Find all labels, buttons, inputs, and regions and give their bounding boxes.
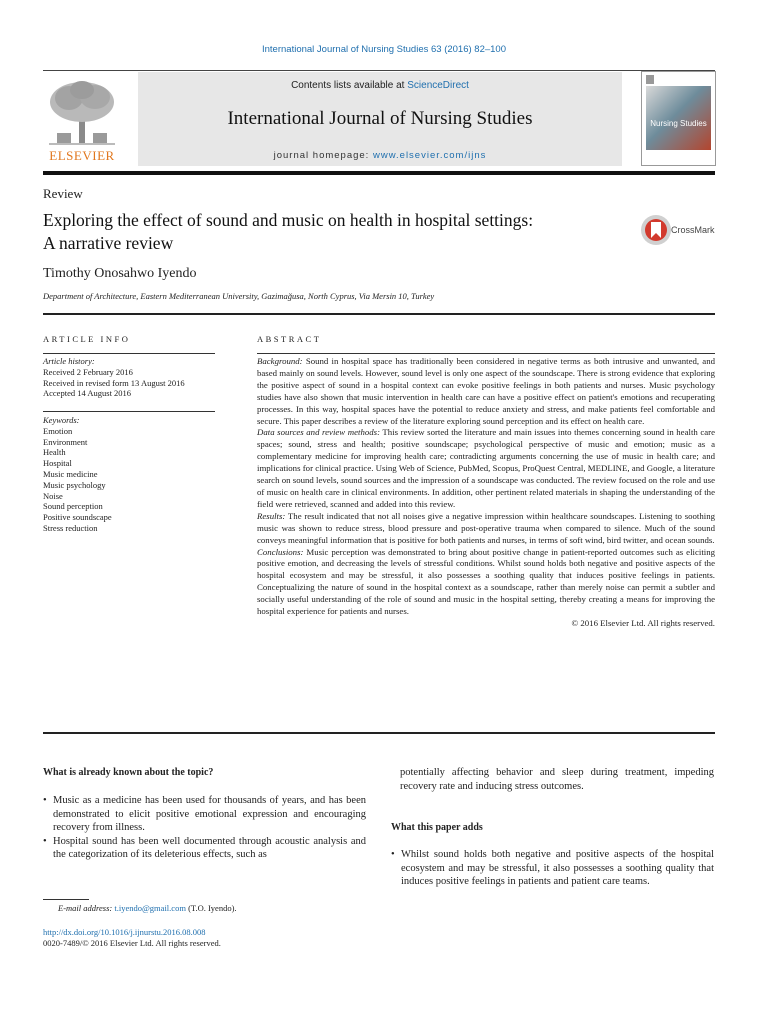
issn-copyright: 0020-7489/© 2016 Elsevier Ltd. All rights reserved. xyxy=(43,938,221,948)
elsevier-tree-icon xyxy=(43,78,121,148)
article-info-heading: ARTICLE INFO xyxy=(43,334,131,344)
abstract-copyright: © 2016 Elsevier Ltd. All rights reserved. xyxy=(571,617,715,628)
crossmark-label: CrossMark xyxy=(671,225,715,235)
keywords-rule xyxy=(43,411,215,412)
paper-adds-heading: What this paper adds xyxy=(391,822,483,833)
article-title: Exploring the effect of sound and music on health in hospital settings: A narrative review xyxy=(43,210,534,253)
journal-citation[interactable]: International Journal of Nursing Studies 63 (2016) 82–100 xyxy=(262,44,506,55)
keyword: Music medicine xyxy=(43,468,98,479)
abstract-rule xyxy=(257,353,715,354)
abstract-methods: Data sources and review methods: This review sorted the literature and main issues into themes concerning sound in health care spaces; sound, stress and health; positive soundscape; psychological perspective of music and emotion; music as a complementary medicine for improving health care; contradicting arguments concerning the use of music in health care; and implications for clinical practice. Using Web of Science, PubMed, Scopus, ProQuest Central, MEDLINE, and Google, a literature search on sound levels, sound sources and the impression of a soundscape was conducted. The review focused on the role and use of music on health care in clinical environments. In addition, other pertinent related materials in shaping the understanding of the field were retrieved, scanned and added into this review. xyxy=(257,427,715,509)
keyword: Sound perception xyxy=(43,501,103,512)
keyword: Music psychology xyxy=(43,479,106,490)
author-name: Timothy Onosahwo Iyendo xyxy=(43,266,197,281)
abstract-bottom-rule xyxy=(43,732,715,734)
header-bottom-rule xyxy=(43,171,715,175)
email-link[interactable]: t.iyendo@gmail.com xyxy=(114,903,186,913)
abstract-body xyxy=(257,356,715,630)
homepage-link[interactable]: www.elsevier.com/ijns xyxy=(372,150,487,161)
known-bullet: • Hospital sound has been well documented through acoustic analysis and the categorization of its deleterious effects, such as xyxy=(43,835,366,862)
contents-line: Contents lists available at ScienceDirect xyxy=(291,80,469,91)
history-received: Received 2 February 2016 xyxy=(43,366,133,377)
sciencedirect-link[interactable]: ScienceDirect xyxy=(407,80,469,91)
abstract-conclusions: Conclusions: Music perception was demonstrated to bring about positive change in patient-reported outcomes such as eliciting positive emotion, and decreasing the levels of stressful conditions. Whilst sound holds both negative and positive aspects of the hospital ecosystem and may be stressful, it also possesses a soothing quality that induces positive feelings in patients. Conceptualizing the nature of sound in the hospital context as a soundscape, rather than merely noise can permit a subtler and socially useful understanding of the role of sound and music in the hospital setting, thereby creating a means for improving the hospital experience for patients and nurses. xyxy=(257,546,715,617)
keyword: Environment xyxy=(43,436,88,447)
elsevier-logo xyxy=(43,78,121,164)
paper-adds-list xyxy=(391,848,714,889)
keyword: Noise xyxy=(43,490,63,501)
abstract-results: Results: The result indicated that not all noises give a negative impression within healthcare soundscapes. Listening to soothing music was shown to reduce stress, blood pressure and post-operative trauma when compared to silence. Much of the sound conveys meaningful information that is positive for both patients and nurses, in terms of soft wind, bird twitter, and ocean sounds. xyxy=(257,510,715,545)
heading-rule xyxy=(43,313,715,315)
keywords-label: Keywords: xyxy=(43,415,80,425)
keyword: Health xyxy=(43,447,66,458)
journal-header-bar xyxy=(138,72,622,166)
journal-title: International Journal of Nursing Studies xyxy=(227,108,533,129)
article-history xyxy=(43,356,215,399)
known-topic-heading: What is already known about the topic? xyxy=(43,767,214,778)
footnote-rule xyxy=(43,899,89,900)
article-type: Review xyxy=(43,186,83,201)
keyword: Hospital xyxy=(43,458,72,469)
journal-cover-thumbnail[interactable] xyxy=(641,71,716,166)
known-topic-list xyxy=(43,794,366,862)
keyword: Stress reduction xyxy=(43,522,98,533)
keyword: Emotion xyxy=(43,425,73,436)
history-revised: Received in revised form 13 August 2016 xyxy=(43,377,185,388)
keywords-list xyxy=(43,415,215,534)
author-affiliation: Department of Architecture, Eastern Mediterranean University, Gazimağusa, North Cyprus, Via Mersin 10, Turkey xyxy=(43,291,435,301)
journal-homepage: journal homepage: www.elsevier.com/ijns xyxy=(273,150,487,161)
cover-title: Nursing Studies xyxy=(650,119,707,128)
history-accepted: Accepted 14 August 2016 xyxy=(43,388,132,399)
corresponding-email: E-mail address: t.iyendo@gmail.com (T.O. Iyendo). xyxy=(58,903,237,913)
doi-link[interactable]: http://dx.doi.org/10.1016/j.ijnurstu.2016.08.008 xyxy=(43,927,206,937)
history-label: Article history: xyxy=(43,356,95,366)
abstract-heading: ABSTRACT xyxy=(257,334,322,344)
adds-bullet: • Whilst sound holds both negative and positive aspects of the hospital ecosystem and may be stressful, it also possesses a soothing quality that induces positive feelings in patients and patient care teams. xyxy=(391,848,714,889)
crossmark-icon xyxy=(640,214,672,246)
known-bullet: • Music as a medicine has been used for thousands of years, and has been demonstrated to elicit positive emotional expression and encouraging recovery from illness. xyxy=(43,794,366,835)
known-topic-continuation: potentially affecting behavior and sleep during treatment, impeding recovery rate and inducing stress outcomes. xyxy=(400,767,714,792)
elsevier-wordmark: ELSEVIER xyxy=(49,148,115,163)
abstract-background: Background: Sound in hospital space has traditionally been considered in negative terms as both intrusive and unwanted, and based mainly on sound levels. However, sound level is only one aspect of the soundscape. There is strong evidence that exploring the positive aspect of sound in a hospital context can evoke positive feelings in both patients and nurses. Music psychology studies have also shown that music intervention in health care can have a positive effect on patient's emotions and recuperating processes. In this way, hospital spaces have the potential to reduce anxiety and stress, and make patients feel comfortable and secure. This paper describes a review of the literature exploring sound perception and its effect on health care. xyxy=(257,356,715,426)
header-top-rule xyxy=(43,70,715,71)
keyword: Positive soundscape xyxy=(43,512,112,523)
crossmark-button[interactable] xyxy=(640,214,720,246)
cover-logo-icon xyxy=(646,75,654,84)
article-info-rule xyxy=(43,353,215,354)
cover-artwork xyxy=(646,86,711,150)
